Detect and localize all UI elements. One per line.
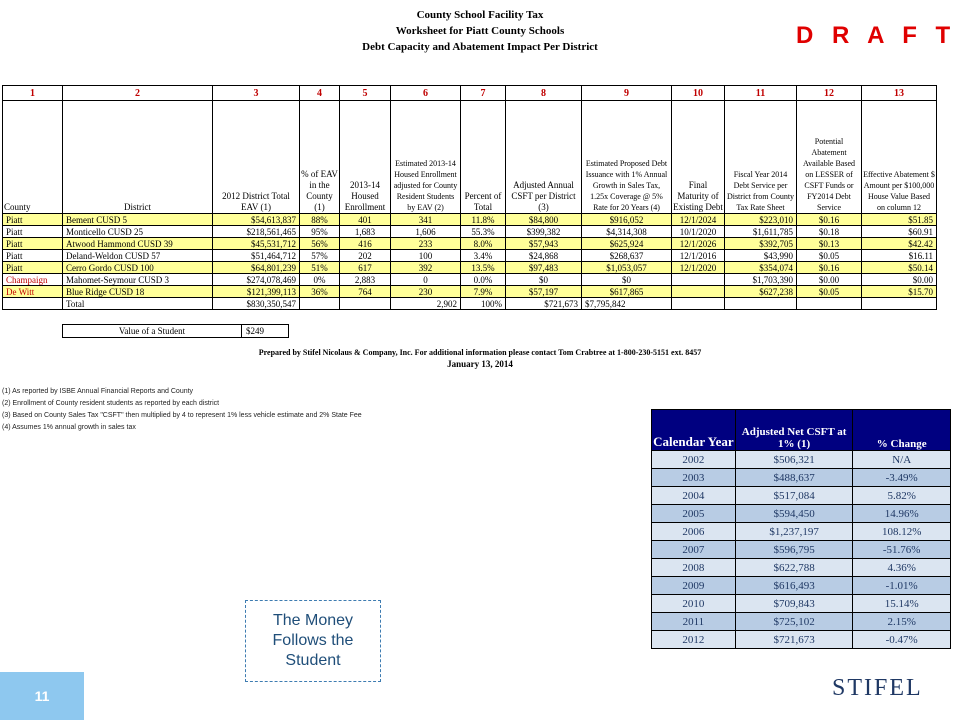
col-num-5: 5	[340, 86, 391, 101]
header-adj-enrollment: Estimated 2013-14 Housed Enrollment adjusted for County Resident Students by EAV (2)	[391, 101, 461, 214]
cell-enroll: 2,883	[340, 274, 391, 286]
header-maturity: Final Maturity of Existing Debt	[672, 101, 725, 214]
calendar-year: 2002	[652, 451, 736, 469]
cell-debt: $1,053,057	[582, 262, 672, 274]
cell-abate: $0.00	[797, 274, 862, 286]
cell-district: Deland-Weldon CUSD 57	[63, 250, 213, 262]
cell-pct_total: 8.0%	[461, 238, 506, 250]
calendar-row	[652, 469, 951, 487]
cell-enroll: 617	[340, 262, 391, 274]
calendar-csft: $488,637	[735, 469, 853, 487]
cell-abate: $0.16	[797, 214, 862, 226]
calendar-csft: $1,237,197	[735, 523, 853, 541]
header-eav: 2012 District Total EAV (1)	[213, 101, 300, 214]
cell-csft: $57,197	[506, 286, 582, 298]
cell-pct_total: 11.8%	[461, 214, 506, 226]
cell-county: De Witt	[3, 286, 63, 298]
calendar-csft: $616,493	[735, 577, 853, 595]
cell-enroll: 401	[340, 214, 391, 226]
cell-district: Blue Ridge CUSD 18	[63, 286, 213, 298]
header-row	[3, 101, 937, 214]
header-pct-total: Percent of Total	[461, 101, 506, 214]
prepared-date: January 13, 2014	[447, 359, 513, 369]
table-row	[3, 250, 937, 262]
page-number-badge: 11	[0, 672, 84, 720]
cell-ds: $1,611,785	[725, 226, 797, 238]
cell-csft: $84,800	[506, 214, 582, 226]
title-line-3: Debt Capacity and Abatement Impact Per District	[362, 41, 598, 53]
cell-debt: $617,865	[582, 286, 672, 298]
calendar-year: 2012	[652, 631, 736, 649]
calendar-row	[652, 541, 951, 559]
calendar-year: 2011	[652, 613, 736, 631]
header-abatement: Potential Abatement Available Based on LESSER of CSFT Funds or FY2014 Debt Service	[797, 101, 862, 214]
calendar-change: -51.76%	[853, 541, 951, 559]
table-row	[3, 286, 937, 298]
total-debt: $7,795,842	[582, 298, 672, 310]
col-num-8: 8	[506, 86, 582, 101]
cell-eav: $45,531,712	[213, 238, 300, 250]
cell-abate: $0.05	[797, 250, 862, 262]
cell-ds: $392,705	[725, 238, 797, 250]
cell-csft: $399,382	[506, 226, 582, 238]
callout-line-3: Student	[285, 652, 341, 669]
total-pct: 100%	[461, 298, 506, 310]
table-row	[3, 226, 937, 238]
cell-district: Atwood Hammond CUSD 39	[63, 238, 213, 250]
cell-pct_eav: 57%	[300, 250, 340, 262]
cell-adj_enroll: 392	[391, 262, 461, 274]
calendar-csft: $506,321	[735, 451, 853, 469]
header-pct-eav: % of EAV in the County (1)	[300, 101, 340, 214]
calendar-change: N/A	[853, 451, 951, 469]
calendar-header-change: % Change	[853, 410, 951, 451]
cell-debt: $625,924	[582, 238, 672, 250]
cell-adj_enroll: 230	[391, 286, 461, 298]
table-row	[3, 214, 937, 226]
column-number-row	[3, 86, 937, 101]
header-debt-service: Fiscal Year 2014 Debt Service per District from County Tax Rate Sheet	[725, 101, 797, 214]
cell-ds: $627,238	[725, 286, 797, 298]
calendar-change: 14.96%	[853, 505, 951, 523]
cell-eav: $51,464,712	[213, 250, 300, 262]
cell-adj_enroll: 341	[391, 214, 461, 226]
cell-csft: $24,868	[506, 250, 582, 262]
cell-adj_enroll: 233	[391, 238, 461, 250]
cell-adj_enroll: 100	[391, 250, 461, 262]
cell-eav: $54,613,837	[213, 214, 300, 226]
footnote-2: (2) Enrollment of County resident students as reported by each district	[2, 400, 220, 407]
cell-maturity	[672, 286, 725, 298]
col-num-2: 2	[63, 86, 213, 101]
calendar-csft-table	[651, 409, 951, 649]
cell-maturity: 10/1/2020	[672, 226, 725, 238]
value-of-student-amount: $249	[242, 325, 289, 338]
col-num-4: 4	[300, 86, 340, 101]
header-effective-abatement: Effective Abatement $ Amount per $100,000 House Value Based on column 12	[862, 101, 937, 214]
header-csft: Adjusted Annual CSFT per District (3)	[506, 101, 582, 214]
table-row	[3, 238, 937, 250]
cell-pct_eav: 56%	[300, 238, 340, 250]
calendar-header-year: Calendar Year	[652, 410, 736, 451]
calendar-year: 2008	[652, 559, 736, 577]
cell-county: Champaign	[3, 274, 63, 286]
calendar-change: 2.15%	[853, 613, 951, 631]
calendar-change: 108.12%	[853, 523, 951, 541]
calendar-year: 2003	[652, 469, 736, 487]
header-enrollment: 2013-14 Housed Enrollment	[340, 101, 391, 214]
calendar-year: 2007	[652, 541, 736, 559]
cell-abate: $0.18	[797, 226, 862, 238]
cell-county: Piatt	[3, 250, 63, 262]
stifel-logo: STIFEL	[832, 675, 923, 701]
cell-pct_eav: 36%	[300, 286, 340, 298]
calendar-csft: $517,084	[735, 487, 853, 505]
header-debt-issuance: Estimated Proposed Debt Issuance with 1% Annual Growth in Sales Tax, 1.25x Coverage @ 5% Rate for 20 Years (4)	[582, 101, 672, 214]
cell-eff: $60.91	[862, 226, 937, 238]
cell-county: Piatt	[3, 214, 63, 226]
calendar-csft: $622,788	[735, 559, 853, 577]
calendar-csft: $594,450	[735, 505, 853, 523]
calendar-header-csft: Adjusted Net CSFT at 1% (1)	[735, 410, 853, 451]
cell-enroll: 416	[340, 238, 391, 250]
cell-pct_total: 3.4%	[461, 250, 506, 262]
footnote-3: (3) Based on County Sales Tax "CSFT" then multiplied by 4 to represent 1% less vehicle estimate and 2% State Fee	[2, 412, 362, 419]
calendar-year: 2009	[652, 577, 736, 595]
cell-eff: $15.70	[862, 286, 937, 298]
col-num-13: 13	[862, 86, 937, 101]
calendar-change: 5.82%	[853, 487, 951, 505]
cell-pct_eav: 0%	[300, 274, 340, 286]
cell-eff: $0.00	[862, 274, 937, 286]
cell-eav: $218,561,465	[213, 226, 300, 238]
cell-eff: $42.42	[862, 238, 937, 250]
col-num-7: 7	[461, 86, 506, 101]
draft-watermark: D R A F T	[796, 22, 957, 49]
cell-abate: $0.16	[797, 262, 862, 274]
cell-county: Piatt	[3, 262, 63, 274]
calendar-year: 2005	[652, 505, 736, 523]
col-num-6: 6	[391, 86, 461, 101]
cell-enroll: 1,683	[340, 226, 391, 238]
col-num-10: 10	[672, 86, 725, 101]
cell-debt: $0	[582, 274, 672, 286]
callout-line-1: The Money	[272, 612, 354, 629]
cell-pct_total: 7.9%	[461, 286, 506, 298]
cell-abate: $0.05	[797, 286, 862, 298]
callout-line-2: Follows the	[272, 632, 354, 649]
cell-abate: $0.13	[797, 238, 862, 250]
calendar-row	[652, 595, 951, 613]
cell-pct_total: 13.5%	[461, 262, 506, 274]
cell-ds: $223,010	[725, 214, 797, 226]
col-num-3: 3	[213, 86, 300, 101]
calendar-csft: $725,102	[735, 613, 853, 631]
cell-enroll: 764	[340, 286, 391, 298]
cell-debt: $268,637	[582, 250, 672, 262]
calendar-csft: $709,843	[735, 595, 853, 613]
calendar-row	[652, 487, 951, 505]
calendar-row	[652, 613, 951, 631]
calendar-row	[652, 559, 951, 577]
cell-district: Bement CUSD 5	[63, 214, 213, 226]
cell-ds: $354,074	[725, 262, 797, 274]
cell-maturity: 12/1/2024	[672, 214, 725, 226]
calendar-year: 2004	[652, 487, 736, 505]
cell-adj_enroll: 0	[391, 274, 461, 286]
cell-eff: $51.85	[862, 214, 937, 226]
cell-eff: $16.11	[862, 250, 937, 262]
total-label: Total	[63, 298, 213, 310]
cell-district: Monticello CUSD 25	[63, 226, 213, 238]
cell-pct_total: 0.0%	[461, 274, 506, 286]
calendar-row	[652, 523, 951, 541]
cell-ds: $43,990	[725, 250, 797, 262]
calendar-row	[652, 505, 951, 523]
cell-debt: $916,052	[582, 214, 672, 226]
cell-pct_eav: 95%	[300, 226, 340, 238]
total-csft: $721,673	[506, 298, 582, 310]
col-num-11: 11	[725, 86, 797, 101]
cell-csft: $57,943	[506, 238, 582, 250]
calendar-row	[652, 451, 951, 469]
cell-district: Cerro Gordo CUSD 100	[63, 262, 213, 274]
cell-csft: $0	[506, 274, 582, 286]
calendar-change: 4.36%	[853, 559, 951, 577]
cell-county: Piatt	[3, 238, 63, 250]
table-row	[3, 274, 937, 286]
calendar-row	[652, 577, 951, 595]
cell-county: Piatt	[3, 226, 63, 238]
col-num-1: 1	[3, 86, 63, 101]
calendar-csft: $596,795	[735, 541, 853, 559]
cell-eav: $274,078,469	[213, 274, 300, 286]
cell-pct_eav: 88%	[300, 214, 340, 226]
total-adj-enroll: 2,902	[391, 298, 461, 310]
calendar-year: 2006	[652, 523, 736, 541]
cell-maturity: 12/1/2020	[672, 262, 725, 274]
total-eav: $830,350,547	[213, 298, 300, 310]
cell-district: Mahomet-Seymour CUSD 3	[63, 274, 213, 286]
title-line-2: Worksheet for Piatt County Schools	[395, 25, 565, 37]
cell-maturity	[672, 274, 725, 286]
title-line-1: County School Facility Tax	[416, 9, 544, 21]
footnote-4: (4) Assumes 1% annual growth in sales tax	[2, 424, 136, 431]
header-district: District	[63, 101, 213, 214]
cell-eav: $121,399,113	[213, 286, 300, 298]
cell-ds: $1,703,390	[725, 274, 797, 286]
cell-adj_enroll: 1,606	[391, 226, 461, 238]
calendar-year: 2010	[652, 595, 736, 613]
calendar-change: -1.01%	[853, 577, 951, 595]
header-county: County	[3, 101, 63, 214]
calendar-change: -0.47%	[853, 631, 951, 649]
prepared-by-note: Prepared by Stifel Nicolaus & Company, Inc. For additional information please contact Tom Crabtree at 1-800-230-5151 ext. 8457	[258, 348, 702, 357]
total-row	[3, 298, 937, 310]
col-num-12: 12	[797, 86, 862, 101]
value-of-student-table	[62, 324, 289, 338]
cell-debt: $4,314,308	[582, 226, 672, 238]
cell-maturity: 12/1/2026	[672, 238, 725, 250]
table-row	[3, 262, 937, 274]
debt-capacity-table	[2, 85, 937, 310]
cell-pct_eav: 51%	[300, 262, 340, 274]
calendar-change: -3.49%	[853, 469, 951, 487]
money-follows-student-callout	[245, 600, 381, 682]
cell-eff: $50.14	[862, 262, 937, 274]
calendar-header-row	[652, 410, 951, 451]
cell-enroll: 202	[340, 250, 391, 262]
cell-pct_total: 55.3%	[461, 226, 506, 238]
cell-eav: $64,801,239	[213, 262, 300, 274]
value-of-student-label: Value of a Student	[63, 325, 242, 338]
calendar-change: 15.14%	[853, 595, 951, 613]
footnote-1: (1) As reported by ISBE Annual Financial Reports and County	[2, 388, 194, 395]
cell-csft: $97,483	[506, 262, 582, 274]
calendar-csft: $721,673	[735, 631, 853, 649]
col-num-9: 9	[582, 86, 672, 101]
cell-maturity: 12/1/2016	[672, 250, 725, 262]
calendar-row	[652, 631, 951, 649]
